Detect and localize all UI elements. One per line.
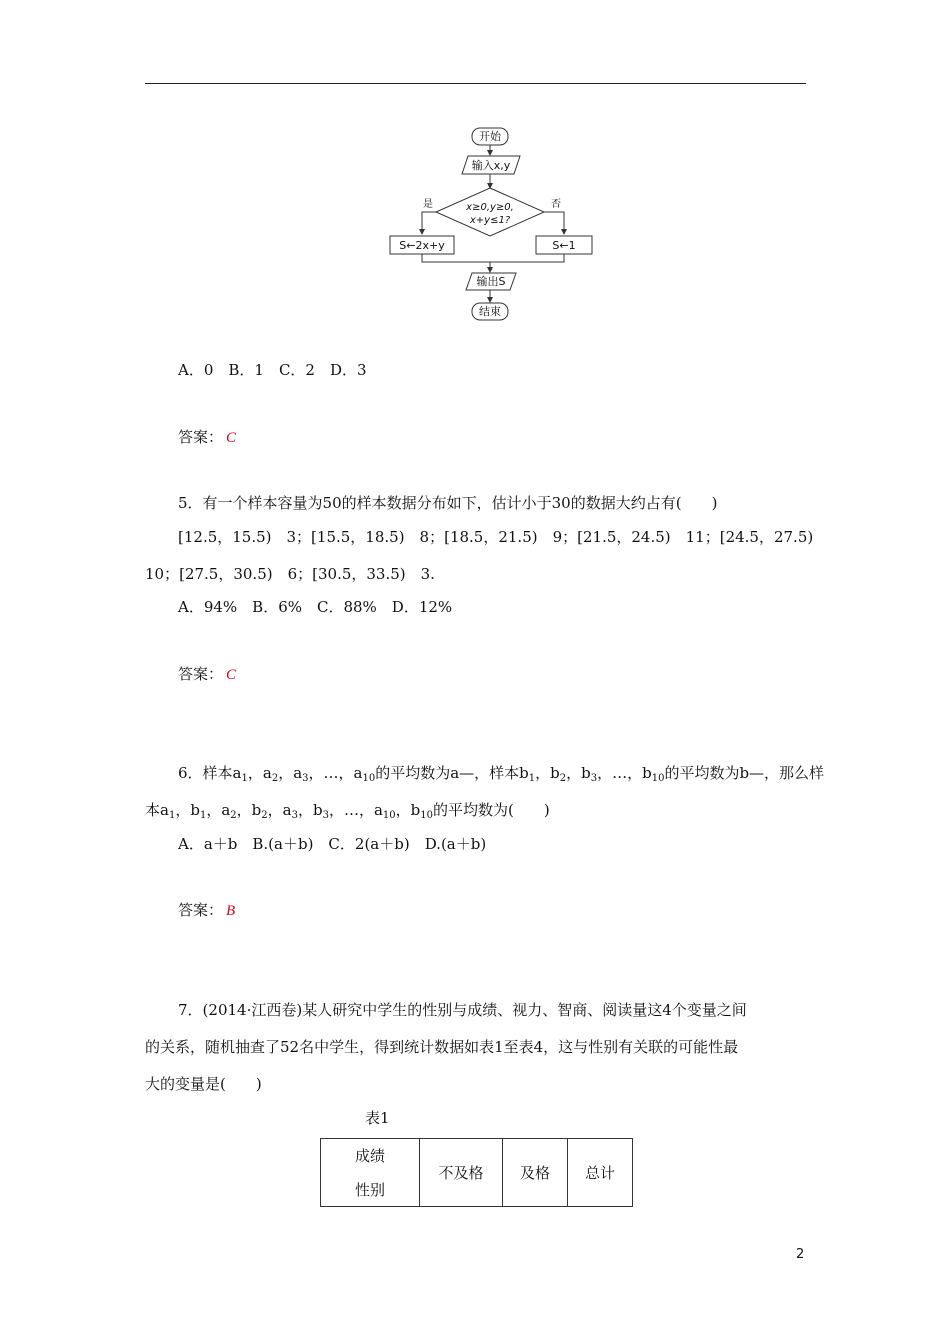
q6-line1: 6．样本$a_1$，$a_2$，$a_3$，…，$a_{10}$的平均数为a—，样本$b_1$，$b_2$，$b_3$，…，$b_{10}$的平均数为b—，那么样 <box>178 764 825 784</box>
q5-answer-line <box>178 664 236 685</box>
q6-answer-label: 答案： <box>178 901 224 919</box>
table1-header-cell: 总计 <box>568 1139 633 1207</box>
table1-corner-cell <box>321 1139 420 1207</box>
q4-answer-label: 答案： <box>178 428 224 446</box>
flow-output-text: 输出S <box>476 275 506 288</box>
q6-line2: 本$a_1$，$b_1$，$a_2$，$b_2$，$a_3$，$b_3$，…，$a_{10}$，$b_{10}$的平均数为( ) <box>145 801 550 821</box>
flow-yes-label: 是 <box>423 199 433 210</box>
table1-title: 表1 <box>365 1109 390 1127</box>
q4-options: A．0 B．1 C．2 D．3 <box>178 361 367 379</box>
q7-line2: 的关系，随机抽查了52名中学生，得到统计数据如表1至表4，这与性别有关联的可能性最 <box>145 1038 739 1056</box>
q5-data-line1: [12.5，15.5) 3；[15.5，18.5) 8；[18.5，21.5) 9；[21.5，24.5) 11；[24.5，27.5) <box>178 528 814 546</box>
q7-line1: 7．(2014·江西卷)某人研究中学生的性别与成绩、视力、智商、阅读量这4个变量之间 <box>178 1001 747 1019</box>
table1-header-cell: 不及格 <box>420 1139 503 1207</box>
header-rule <box>145 83 806 84</box>
flow-condition-line1: x≥0,y≥0, <box>466 202 514 213</box>
q7-line3: 大的变量是( ) <box>145 1075 262 1093</box>
flow-input-text: 输入x,y <box>471 159 511 172</box>
page-number: 2 <box>796 1247 805 1262</box>
flow-assign-yes-text: S←2x+y <box>399 239 445 252</box>
q6-answer-line <box>178 900 235 921</box>
q4-answer: C <box>226 430 237 446</box>
q5-answer: C <box>226 667 237 683</box>
flow-condition-line2: x+y≤1? <box>469 215 511 226</box>
flow-end-text: 结束 <box>479 305 501 318</box>
q5-stem: 5．有一个样本容量为50的样本数据分布如下，估计小于30的数据大约占有( ) <box>178 494 718 512</box>
table1-corner-top: 成绩 <box>354 1146 385 1165</box>
q5-answer-label: 答案： <box>178 665 224 683</box>
table1-corner-bottom: 性别 <box>354 1180 385 1199</box>
table1 <box>320 1138 633 1207</box>
q6-answer: B <box>226 903 236 919</box>
q5-options: A．94% B．6% C．88% D．12% <box>178 598 453 616</box>
q5-data-line2: 10；[27.5，30.5) 6；[30.5，33.5) 3. <box>145 565 435 583</box>
flow-no-label: 否 <box>551 199 561 210</box>
q4-answer-line <box>178 427 236 448</box>
q6-options: A．a＋b B.(a＋b) C．2(a＋b) D.(a＋b) <box>178 835 487 853</box>
table1-header-cell: 及格 <box>503 1139 568 1207</box>
flow-assign-no-text: S←1 <box>552 239 576 252</box>
flowchart <box>388 124 608 324</box>
flow-start-text: 开始 <box>479 130 501 143</box>
